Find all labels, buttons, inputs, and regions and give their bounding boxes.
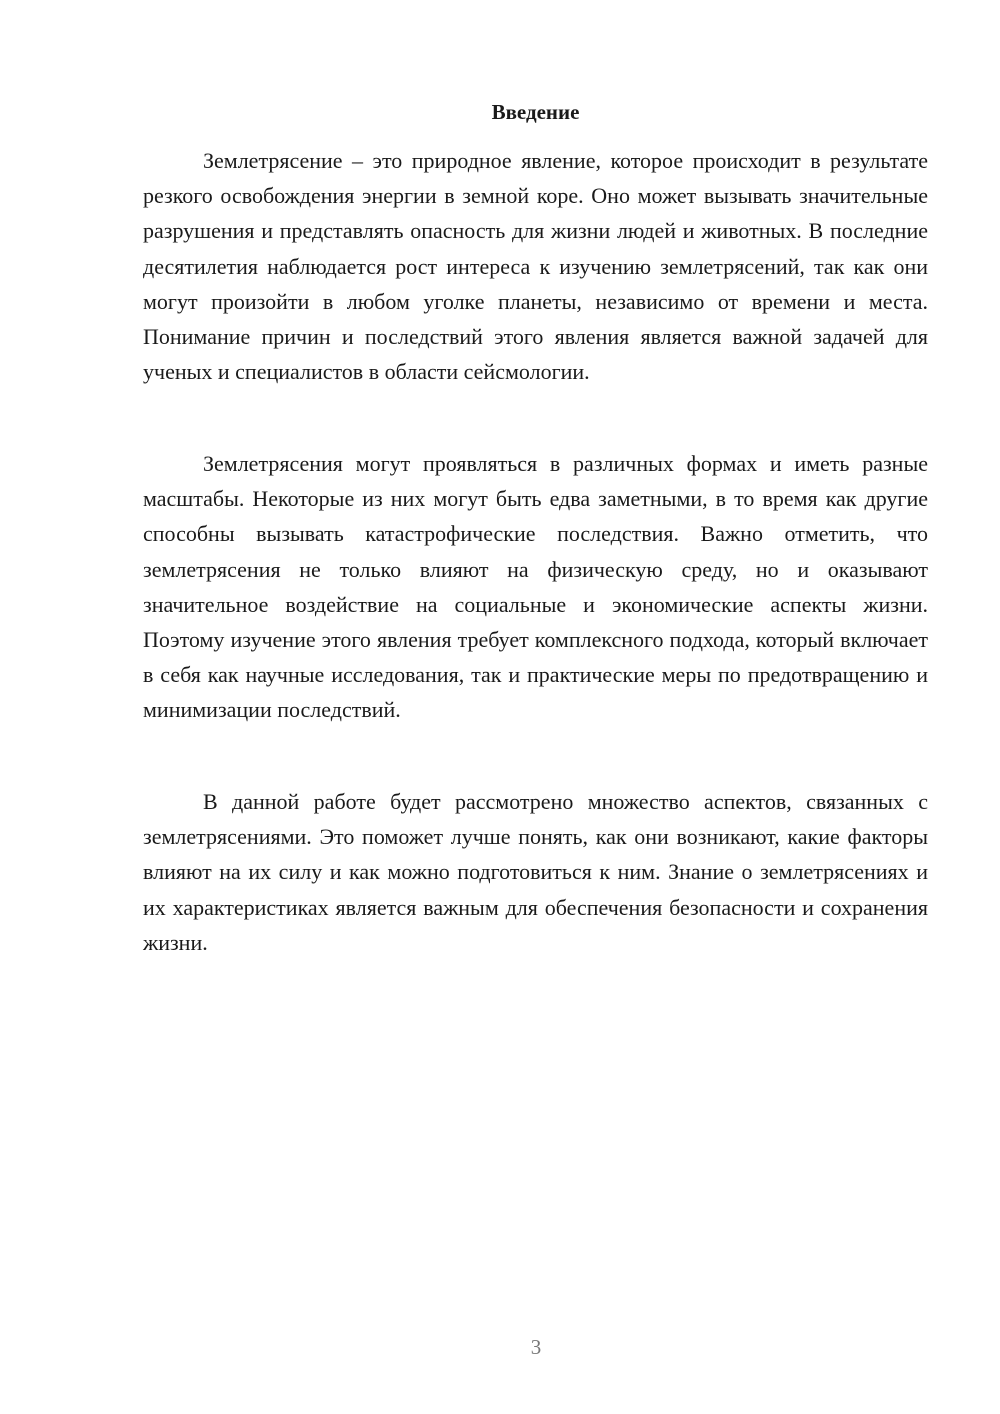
paragraph-block-1 bbox=[143, 143, 928, 389]
body-paragraph: Землетрясения могут проявляться в различных формах и иметь разные масштабы. Некоторые из них могут быть едва заметными, в то время как другие способны вызывать катастрофические последствия. Важно отметить, что землетрясения не только влияют на физическую среду, но и оказывают значительное воздействие на социальные и экономические аспекты жизни. Поэтому изучение этого явления требует комплексного подхода, который включает в себя как научные исследования, так и практические меры по предотвращению и минимизации последствий. bbox=[143, 451, 928, 723]
body-paragraph: Землетрясение – это природное явление, которое происходит в результате резкого освобождения энергии в земной коре. Оно может вызывать значительные разрушения и представлять опасность для жизни людей и животных. В последние десятилетия наблюдается рост интереса к изучению землетрясений, так как они могут произойти в любом уголке планеты, независимо от времени и места. Понимание причин и последствий этого явления является важной задачей для ученых и специалистов в области сейсмологии. bbox=[143, 148, 928, 385]
paragraph-block-2 bbox=[143, 446, 928, 728]
paragraph-block-3 bbox=[143, 784, 928, 960]
body-paragraph: В данной работе будет рассмотрено множество аспектов, связанных с землетрясениями. Это поможет лучше понять, как они возникают, какие факторы влияют на их силу и как можно подготовиться к ним. Знание о землетрясениях и их характеристиках является важным для обеспечения безопасности и сохранения жизни. bbox=[143, 789, 928, 955]
page-number: 3 bbox=[530, 1335, 542, 1359]
section-heading: Введение bbox=[491, 100, 580, 124]
